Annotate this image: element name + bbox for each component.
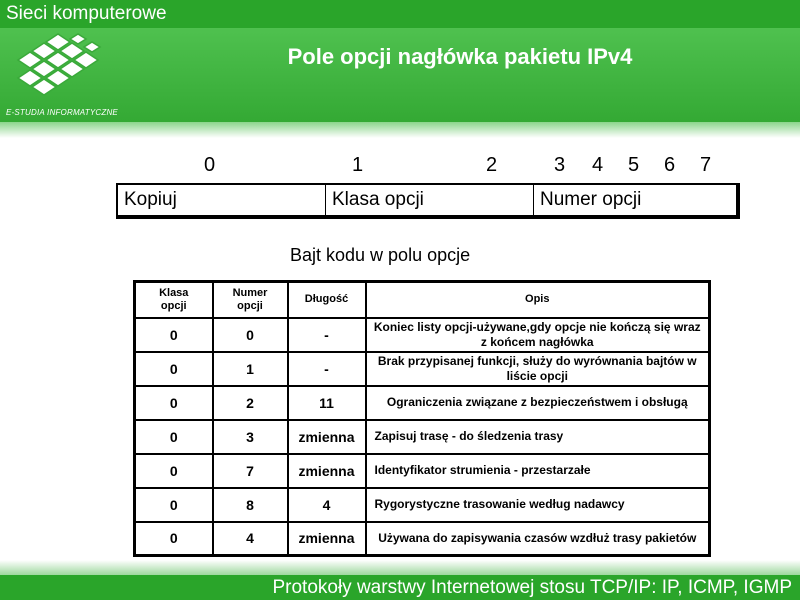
table-row [135,420,710,454]
cell-number: 7 [213,454,288,488]
table-row [135,454,710,488]
bit-label: 4 [592,154,604,176]
cell-description: Brak przypisanej funkcji, służy do wyrównania bajtów w liście opcji [366,352,710,386]
bit-label: 0 [204,154,216,176]
table-row [135,352,710,386]
tiled-grid-logo-icon [8,30,108,102]
table-row [135,488,710,522]
option-byte-table [116,183,740,219]
cell-number: 1 [213,352,288,386]
footer-text: Protokoły warstwy Internetowej stosu TCP/IP: IP, ICMP, IGMP [272,577,792,598]
cell-description: Zapisuj trasę - do śledzenia trasy [366,420,710,454]
course-title: Sieci komputerowe [6,3,167,24]
cell-length: zmienna [288,454,366,488]
cell-class: 0 [135,454,213,488]
table-row [135,386,710,420]
cell-length: zmienna [288,522,366,556]
cell-class: 0 [135,352,213,386]
cell-number: 0 [213,318,288,352]
table-caption: Bajt kodu w polu opcje [290,245,471,265]
cell-length: 4 [288,488,366,522]
cell-class: 0 [135,386,213,420]
cell-description: Używana do zapisywania czasów wzdłuż trasy pakietów [366,522,710,556]
bottom-bar [0,575,800,600]
cell-number: 2 [213,386,288,420]
cell-class: 0 [135,318,213,352]
bit-label: 6 [664,154,676,176]
option-codes-table [133,280,711,557]
cell-description: Koniec listy opcji-używane,gdy opcje nie kończą się wraz z końcem nagłówka [366,318,710,352]
cell-class: 0 [135,420,213,454]
cell-description: Rygorystyczne trasowanie według nadawcy [366,488,710,522]
cell-class: 0 [135,488,213,522]
header-description: Opis [366,282,710,318]
table-row [135,318,710,352]
cell-number: 4 [213,522,288,556]
brand-text: E-STUDIA INFORMATYCZNE [6,108,118,117]
cell-number: 8 [213,488,288,522]
bit-label: 7 [700,154,712,176]
header-option-class: Klasa opcji [135,282,213,318]
cell-length: 11 [288,386,366,420]
cell-description: Ograniczenia związane z bezpieczeństwem i obsługą [366,386,710,420]
cell-length: zmienna [288,420,366,454]
bit-label: 2 [486,154,498,176]
cell-length: - [288,352,366,386]
cell-description: Identyfikator strumienia - przestarzałe [366,454,710,488]
field-copy: Kopiuj [118,185,326,215]
field-option-class: Klasa opcji [326,185,534,215]
table-row [135,522,710,556]
cell-class: 0 [135,522,213,556]
header-length: Długość [288,282,366,318]
cell-length: - [288,318,366,352]
field-option-number: Numer opcji [540,189,642,210]
cell-number: 3 [213,420,288,454]
bit-label: 1 [352,154,364,176]
table-header-row [135,282,710,318]
bit-label: 5 [628,154,640,176]
slide-title: Pole opcji nagłówka pakietu IPv4 [287,44,633,69]
top-bar [0,0,800,28]
slide-header [0,28,800,122]
header-fade [0,122,800,138]
header-option-number: Numer opcji [213,282,288,318]
footer-fade [0,560,800,575]
bit-label: 3 [554,154,566,176]
